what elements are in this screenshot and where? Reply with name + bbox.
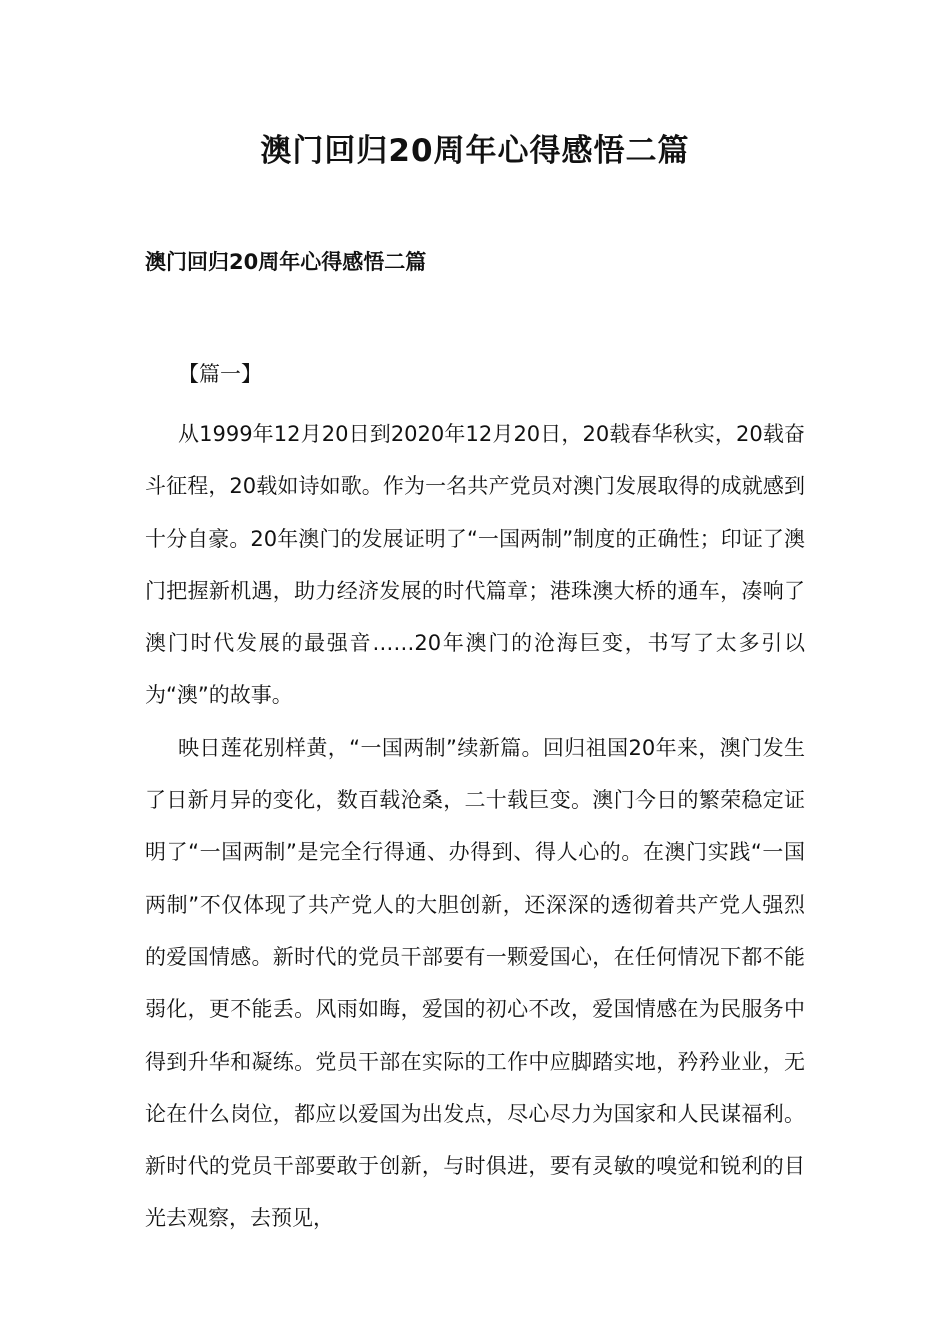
document-subtitle: 澳门回归20周年心得感悟二篇 <box>145 250 427 274</box>
paragraph-2: 映日莲花别样黄，“一国两制”续新篇。回归祖国20年来，澳门发生了日新月异的变化，数百载沧桑，二十载巨变。澳门今日的繁荣稳定证明了“一国两制”是完全行得通、办得到、得人心的。在澳门实践“一国两制”不仅体现了共产党人的大胆创新，还深深的透彻着共产党人强烈的爱国情感。新时代的党员干部要有一颗爱国心，在任何情况下都不能弱化，更不能丢。风雨如晦，爱国的初心不改，爱国情感在为民服务中得到升华和凝练。党员干部在实际的工作中应脚踏实地，矜矜业业，无论在什么岗位，都应以爱国为出发点，尽心尽力为国家和人民谋福利。新时代的党员干部要敢于创新，与时俱进，要有灵敏的嗅觉和锐利的目光去观察，去预见， <box>145 735 805 1231</box>
document-title: 澳门回归20周年心得感悟二篇 <box>260 133 690 169</box>
section-heading: 【篇一】 <box>178 362 262 386</box>
paragraph-1: 从1999年12月20日到2020年12月20日，20载春华秋实，20载奋斗征程，20载如诗如歌。作为一名共产党员对澳门发展取得的成就感到十分自豪。20年澳门的发展证明了“一国两制”制度的正确性；印证了澳门把握新机遇，助力经济发展的时代篇章；港珠澳大桥的通车，凑响了澳门时代发展的最强音……20年澳门的沧海巨变，书写了太多引以为“澳”的故事。 <box>145 422 805 708</box>
document-body <box>145 408 805 1245</box>
